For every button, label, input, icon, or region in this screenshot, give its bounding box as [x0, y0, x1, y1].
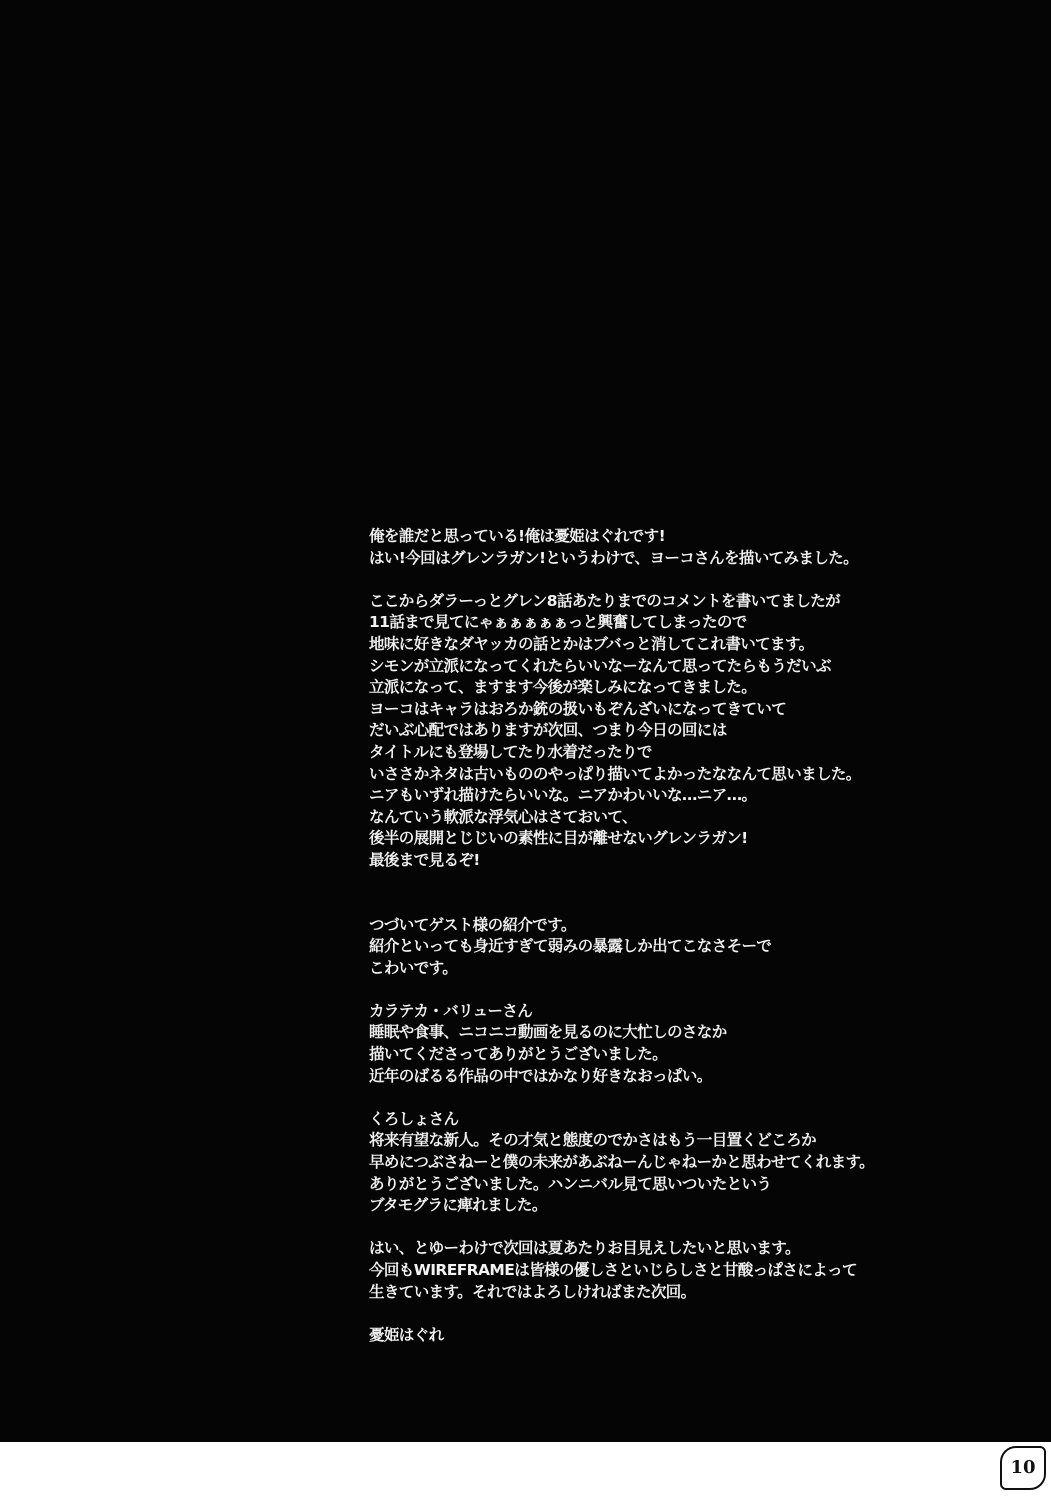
paragraph-gap: [369, 979, 1019, 1001]
text-line: ブタモグラに痺れました。: [369, 1196, 547, 1215]
guest-name: カラテカ・バリューさん: [369, 1001, 533, 1020]
text-line: シモンが立派になってくれたらいいなーなんて思ってたらもうだいぶ: [369, 656, 831, 675]
text-line: だいぶ心配ではありますが次回、つまり今日の回には: [369, 721, 727, 740]
text-line: ここからダラーっとグレン8話あたりまでのコメントを書いてましたが: [369, 591, 841, 610]
text-line: いささかネタは古いもののやっぱり描いてよかったななんて思いました。: [369, 764, 861, 783]
text-line: 立派になって、ますます今後が楽しみになってきました。: [369, 678, 757, 697]
text-line: つづいてゲスト様の紹介です。: [369, 915, 576, 934]
text-line: 俺を誰だと思っている!俺は憂姫はぐれです!: [369, 527, 666, 545]
text-line: 地味に好きなダヤッカの話とかはブバっと消してこれ書いてます。: [369, 634, 814, 653]
paragraph-gap: [369, 1217, 1019, 1239]
text-line: 将来有望な新人。その才気と態度のでかさはもう一目置くどころか: [369, 1131, 817, 1150]
page-number-frame: [1000, 1446, 1046, 1490]
text-line: ありがとうございました。ハンニバル見て思いついたという: [369, 1174, 772, 1193]
paragraph-gap: [369, 872, 1019, 915]
text-line: なんていう軟派な浮気心はさておいて、: [369, 807, 637, 826]
text-line: ニアもいずれ描けたらいいな。ニアかわいいな…ニア…。: [369, 786, 757, 805]
afterword-text: [369, 526, 1019, 1346]
text-line: 今回もWIREFRAMEは皆様の優しさといじらしさと甘酸っぱさによって: [369, 1261, 857, 1279]
paragraph-gap: [369, 1087, 1019, 1109]
text-line: 最後まで見るぞ!: [369, 850, 480, 869]
text-line: こわいです。: [369, 958, 458, 977]
guest-name: くろしょさん: [369, 1109, 459, 1128]
author-signature: 憂姫はぐれ: [369, 1325, 444, 1344]
text-line: 描いてくださってありがとうございました。: [369, 1045, 668, 1064]
text-line: 近年のばるる作品の中ではかなり好きなおっぱい。: [369, 1066, 712, 1085]
paragraph-gap: [369, 569, 1019, 591]
page-number: 10: [1010, 1457, 1036, 1478]
text-line: タイトルにも登場してたり水着だったりで: [369, 742, 652, 761]
text-line: はい!今回はグレンラガン!というわけで、ヨーコさんを描いてみました。: [369, 548, 859, 567]
text-line: 11話まで見てにゃぁぁぁぁぁっと興奮してしまったので: [369, 613, 747, 632]
text-line: ヨーコはキャラはおろか銃の扱いもぞんざいになってきていて: [369, 699, 787, 718]
text-line: 生きています。それではよろしければまた次回。: [369, 1282, 696, 1301]
text-line: 早めにつぶさねーと僕の未来があぶねーんじゃねーかと思わせてくれます。: [369, 1153, 875, 1172]
text-line: 紹介といっても身近すぎて弱みの暴露しか出てこなさそーで: [369, 937, 772, 956]
text-line: 睡眠や食事、ニコニコ動画を見るのに大忙しのさなか: [369, 1023, 727, 1042]
paragraph-gap: [369, 1303, 1019, 1325]
text-line: 後半の展開とじじいの素性に目が離せないグレンラガン!: [369, 829, 748, 848]
text-line: はい、とゆーわけで次回は夏あたりお目見えしたいと思います。: [369, 1239, 800, 1258]
